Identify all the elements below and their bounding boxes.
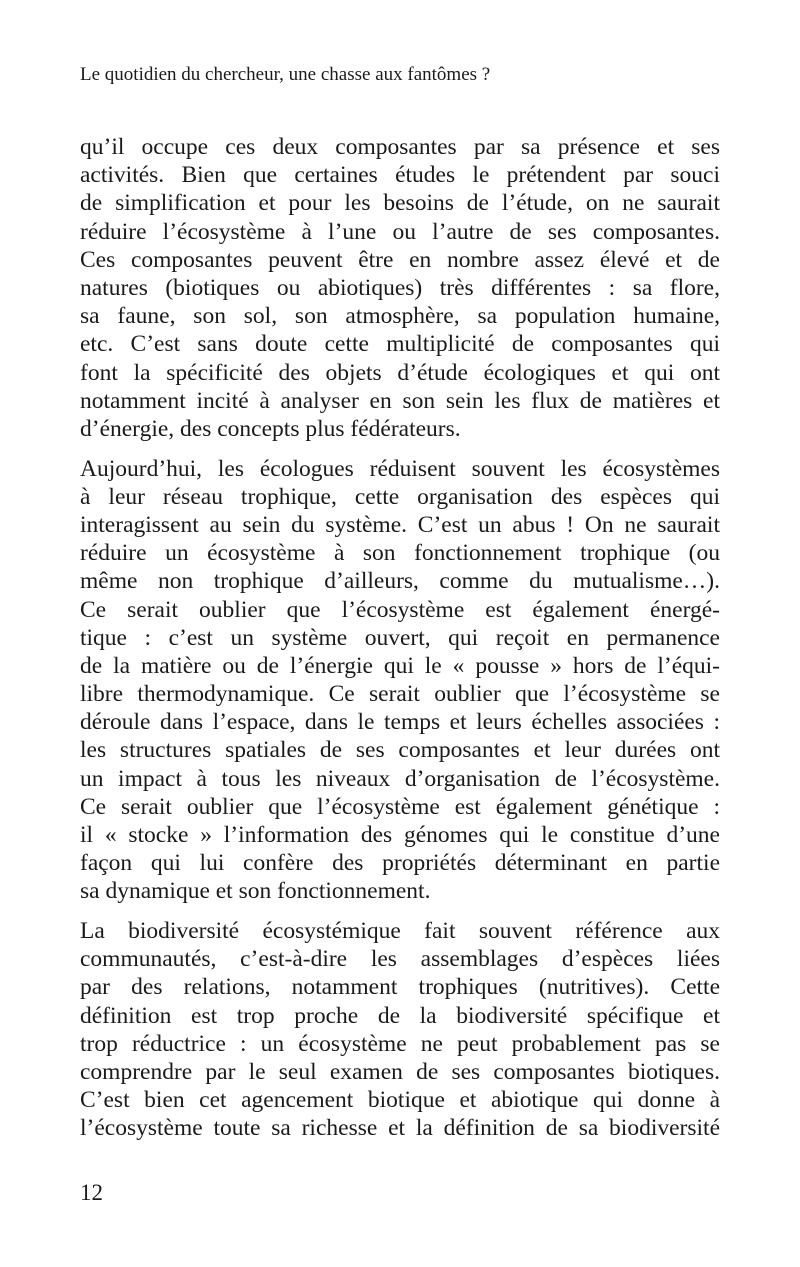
text-line: à leur réseau trophique, cette organisation des espèces qui xyxy=(80,483,720,510)
text-line: trop réductrice : un écosystème ne peut probablement pas se xyxy=(80,1030,720,1057)
text-line: Ce serait oublier que l’écosystème est également énergé- xyxy=(80,596,720,623)
text-line: il « stocke » l’information des génomes qui le constitue d’une xyxy=(80,822,720,848)
text-line: font la spécificité des objets d’étude écologiques et qui ont xyxy=(80,359,720,386)
text-line: qu’il occupe ces deux composantes par sa présence et ses xyxy=(80,134,720,160)
text-line: etc. C’est sans doute cette multiplicité de composantes qui xyxy=(80,331,720,358)
text-line: activités. Bien que certaines études le prétendent par souci xyxy=(80,162,720,189)
text-line: façon qui lui confère des propriétés déterminant en partie xyxy=(80,850,720,877)
body-text xyxy=(80,133,720,1154)
text-line: Ces composantes peuvent être en nombre assez élevé et de xyxy=(80,246,720,273)
text-line: de la matière ou de l’énergie qui le « pousse » hors de l’équi- xyxy=(80,652,720,679)
paragraph xyxy=(80,917,720,1143)
text-line: réduire l’écosystème à l’une ou l’autre de ses composantes. xyxy=(80,218,720,245)
text-line: Aujourd’hui, les écologues réduisent souvent les écosystèmes xyxy=(80,455,720,482)
text-line: notamment incité à analyser en son sein les flux de matières et xyxy=(80,387,720,414)
text-line: comprendre par le seul examen de ses composantes biotiques. xyxy=(80,1059,720,1085)
text-line: un impact à tous les niveaux d’organisation de l’écosystème. xyxy=(80,765,720,792)
text-line: réduire un écosystème à son fonctionnement trophique (ou xyxy=(80,540,720,567)
text-line: natures (biotiques ou abiotiques) très différentes : sa flore, xyxy=(80,274,720,301)
text-line: même non trophique d’ailleurs, comme du mutualisme…). xyxy=(80,568,720,595)
text-line: interagissent au sein du système. C’est un abus ! On ne saurait xyxy=(80,511,720,538)
text-line: sa faune, son sol, son atmosphère, sa population humaine, xyxy=(80,303,720,330)
text-line: sa dynamique et son fonctionnement. xyxy=(80,878,431,905)
text-line: d’énergie, des concepts plus fédérateurs. xyxy=(80,415,461,442)
text-line: par des relations, notamment trophiques (nutritives). Cette xyxy=(80,974,720,1001)
text-line: La biodiversité écosystémique fait souvent référence aux xyxy=(80,918,720,945)
text-line: de simplification et pour les besoins de l’étude, on ne saurait xyxy=(80,190,720,217)
running-header: Le quotidien du chercheur, une chasse aux fantômes ? xyxy=(80,64,491,85)
text-line: C’est bien cet agencement biotique et abiotique qui donne à xyxy=(80,1087,720,1114)
text-line: définition est trop proche de la biodiversité spécifique et xyxy=(80,1002,720,1029)
text-line: tique : c’est un système ouvert, qui reçoit en permanence xyxy=(80,624,720,651)
text-line: Ce serait oublier que l’écosystème est également génétique : xyxy=(80,793,720,820)
text-line: les structures spatiales de ses composantes et leur durées ont xyxy=(80,737,720,764)
text-line: déroule dans l’espace, dans le temps et leurs échelles associées : xyxy=(80,709,720,736)
text-line: l’écosystème toute sa richesse et la définition de sa biodiversité xyxy=(80,1115,720,1142)
paragraph xyxy=(80,455,720,906)
paragraph xyxy=(80,133,720,443)
text-line: communautés, c’est-à-dire les assemblages d’espèces liées xyxy=(80,946,720,973)
page-number: 12 xyxy=(80,1180,103,1205)
text-line: libre thermodynamique. Ce serait oublier que l’écosystème se xyxy=(80,681,720,708)
